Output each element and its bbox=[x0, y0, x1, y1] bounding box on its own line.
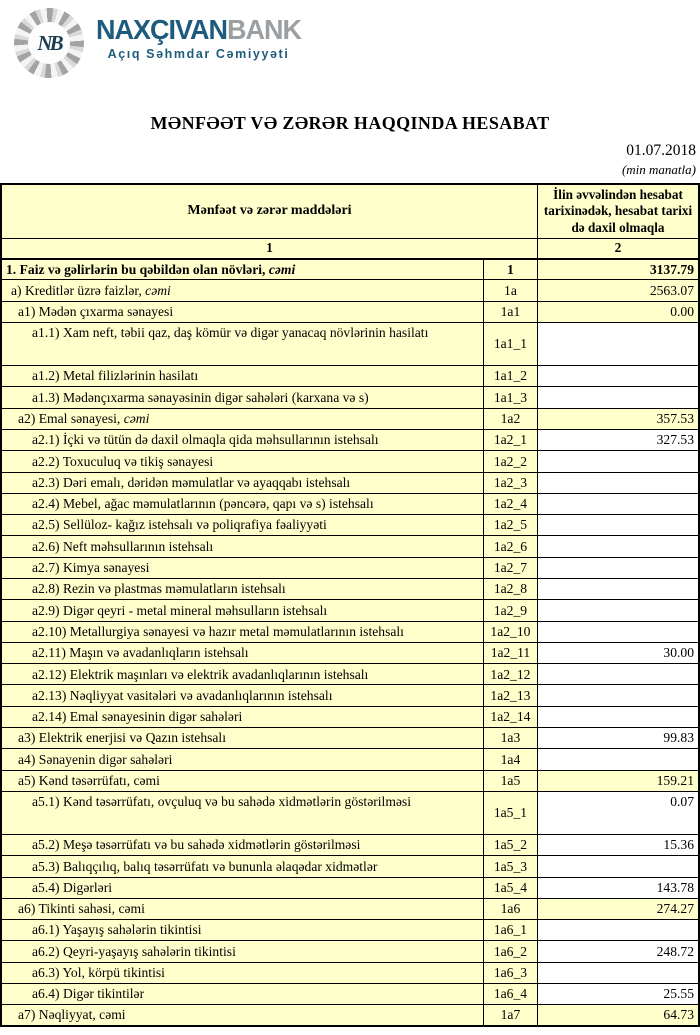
row-value-cell: 99.83 bbox=[538, 728, 699, 749]
row-value-cell bbox=[538, 856, 699, 877]
row-label: a5.2) Meşə təsərrüfatı və bu sahədə xidmətlərin göstərilməsi bbox=[32, 837, 361, 853]
report-meta bbox=[0, 142, 700, 178]
row-label: a2.7) Kimya sənayesi bbox=[32, 560, 150, 576]
row-value-cell bbox=[538, 664, 699, 685]
row-value-cell: 15.36 bbox=[538, 834, 699, 855]
row-value-cell bbox=[538, 685, 699, 706]
unit-note: (min manatla) bbox=[621, 162, 696, 178]
row-value-cell: 25.55 bbox=[538, 984, 699, 1005]
row-code-cell: 1a bbox=[483, 280, 537, 301]
row-label-cell bbox=[1, 941, 483, 962]
row-value-cell bbox=[538, 962, 699, 983]
row-label-cell bbox=[1, 877, 483, 898]
table-row bbox=[1, 685, 699, 706]
row-label: a2.6) Neft məhsullarının istehsalı bbox=[32, 538, 214, 554]
row-label-cell bbox=[1, 301, 483, 322]
row-value-cell bbox=[538, 706, 699, 727]
row-code-cell: 1a2_9 bbox=[483, 600, 537, 621]
table-row bbox=[1, 323, 699, 366]
row-label-cell bbox=[1, 621, 483, 642]
row-label: a1) Mədən çıxarma sənayesi bbox=[18, 304, 174, 320]
row-code-cell: 1a5_2 bbox=[483, 834, 537, 855]
row-label-cell bbox=[1, 962, 483, 983]
row-label: a2.1) İçki və tütün də daxil olmaqla qida məhsullarının istehsalı bbox=[32, 432, 379, 448]
row-code-cell: 1a1_1 bbox=[483, 323, 537, 366]
row-value-cell: 159.21 bbox=[538, 770, 699, 791]
row-value-cell bbox=[538, 536, 699, 557]
row-label-cell bbox=[1, 600, 483, 621]
report-date: 01.07.2018 bbox=[626, 142, 696, 159]
row-label: 1. Faiz və gəlirlərin bu qəbildən olan növləri, cəmi bbox=[6, 261, 296, 277]
row-label: a6.2) Qeyri-yaşayış sahələrin tikintisi bbox=[32, 943, 236, 959]
row-label-cell bbox=[1, 642, 483, 663]
row-code-cell: 1a2_11 bbox=[483, 642, 537, 663]
row-code-cell: 1a2 bbox=[483, 408, 537, 429]
row-value-cell bbox=[538, 749, 699, 770]
row-label: a2.12) Elektrik maşınları və elektrik avadanlıqlarının istehsalı bbox=[32, 666, 369, 682]
report-table-body bbox=[1, 259, 699, 1027]
row-label-cell bbox=[1, 664, 483, 685]
row-value-cell bbox=[538, 515, 699, 536]
table-row bbox=[1, 962, 699, 983]
badge-inner-circle bbox=[28, 22, 70, 64]
bank-name-secondary: BANK bbox=[227, 14, 302, 46]
row-label-cell bbox=[1, 451, 483, 472]
row-label-cell bbox=[1, 791, 483, 834]
row-value-cell: 2563.07 bbox=[538, 280, 699, 301]
value-column-number: 2 bbox=[538, 239, 699, 259]
row-label: a6.3) Yol, körpü tikintisi bbox=[32, 965, 165, 981]
table-row bbox=[1, 366, 699, 387]
row-label: a2.14) Emal sənayesinin digər sahələri bbox=[32, 709, 243, 725]
row-label-cell bbox=[1, 579, 483, 600]
items-column-number: 1 bbox=[1, 239, 538, 259]
table-row bbox=[1, 259, 699, 280]
table-row bbox=[1, 621, 699, 642]
row-value-cell: 0.07 bbox=[538, 791, 699, 834]
row-code-cell: 1a1_3 bbox=[483, 387, 537, 408]
table-row bbox=[1, 515, 699, 536]
table-row bbox=[1, 429, 699, 450]
row-label: a3) Elektrik enerjisi və Qazın istehsalı bbox=[18, 730, 226, 746]
row-label: a2.13) Nəqliyyat vasitələri və avadanlıqlarının istehsalı bbox=[32, 687, 333, 703]
table-row bbox=[1, 920, 699, 941]
table-row bbox=[1, 664, 699, 685]
bank-tagline: Açıq Səhmdar Cəmiyyəti bbox=[107, 47, 290, 61]
row-code-cell: 1a1_2 bbox=[483, 366, 537, 387]
row-label-cell bbox=[1, 728, 483, 749]
items-column-header: Mənfəət və zərər maddələri bbox=[1, 184, 538, 239]
row-code-cell: 1a7 bbox=[483, 1005, 537, 1026]
table-row bbox=[1, 856, 699, 877]
row-code-cell: 1a4 bbox=[483, 749, 537, 770]
row-code-cell: 1a2_7 bbox=[483, 557, 537, 578]
row-label: a6.4) Digər tikintilər bbox=[32, 986, 145, 1002]
table-row bbox=[1, 877, 699, 898]
bank-name bbox=[96, 14, 302, 46]
row-value-cell: 248.72 bbox=[538, 941, 699, 962]
table-row bbox=[1, 493, 699, 514]
row-code-cell: 1a5 bbox=[483, 770, 537, 791]
row-value-cell bbox=[538, 557, 699, 578]
row-code-cell: 1a2_10 bbox=[483, 621, 537, 642]
row-label-cell bbox=[1, 557, 483, 578]
bank-wordmark bbox=[96, 14, 302, 61]
row-label-cell bbox=[1, 749, 483, 770]
table-row bbox=[1, 600, 699, 621]
row-value-cell bbox=[538, 621, 699, 642]
row-label-cell bbox=[1, 770, 483, 791]
table-header-row bbox=[1, 184, 699, 239]
row-value-cell bbox=[538, 472, 699, 493]
bank-logo bbox=[14, 8, 700, 80]
row-label: a2.9) Digər qeyri - metal mineral məhsulların istehsalı bbox=[32, 602, 328, 618]
row-code-cell: 1a2_2 bbox=[483, 451, 537, 472]
row-code-cell: 1a6_3 bbox=[483, 962, 537, 983]
table-row bbox=[1, 941, 699, 962]
row-label: a4) Sənayenin digər sahələri bbox=[18, 751, 173, 767]
row-label-cell bbox=[1, 429, 483, 450]
table-row bbox=[1, 387, 699, 408]
row-label-cell bbox=[1, 685, 483, 706]
row-code-cell: 1a6 bbox=[483, 898, 537, 919]
table-row bbox=[1, 536, 699, 557]
row-value-cell bbox=[538, 366, 699, 387]
report-page bbox=[0, 8, 700, 1027]
table-row bbox=[1, 579, 699, 600]
row-label-cell bbox=[1, 1005, 483, 1026]
table-row bbox=[1, 770, 699, 791]
row-label: a5.4) Digərləri bbox=[32, 879, 113, 895]
row-label: a) Kreditlər üzrə faizlər, cəmi bbox=[11, 282, 171, 298]
row-code-cell: 1a6_4 bbox=[483, 984, 537, 1005]
row-label: a2) Emal sənayesi, cəmi bbox=[18, 410, 150, 426]
report-title: MƏNFƏƏT VƏ ZƏRƏR HAQQINDA HESABAT bbox=[150, 113, 550, 133]
table-row bbox=[1, 557, 699, 578]
row-value-cell: 0.00 bbox=[538, 301, 699, 322]
row-label: a2.4) Mebel, ağac məmulatlarının (pəncərə, qapı və s) istehsalı bbox=[32, 496, 374, 512]
row-code-cell: 1 bbox=[483, 259, 537, 280]
table-row bbox=[1, 791, 699, 834]
row-label: a1.1) Xam neft, təbii qaz, daş kömür və digər yanacaq növlərinin hasilatı bbox=[32, 325, 429, 341]
row-label-cell bbox=[1, 408, 483, 429]
row-code-cell: 1a2_5 bbox=[483, 515, 537, 536]
row-label-cell bbox=[1, 920, 483, 941]
row-value-cell bbox=[538, 579, 699, 600]
row-label-cell bbox=[1, 536, 483, 557]
row-label-cell bbox=[1, 706, 483, 727]
value-column-header: İlin əvvəlindən hesabat tarixinədək, hesabat tarixi də daxil olmaqla bbox=[538, 184, 699, 239]
bank-gear-logo-icon bbox=[14, 8, 84, 78]
row-label: a5.1) Kənd təsərrüfatı, ovçuluq və bu sahədə xidmətlərin göstərilməsi bbox=[32, 793, 411, 809]
row-label-cell bbox=[1, 515, 483, 536]
row-code-cell: 1a5_3 bbox=[483, 856, 537, 877]
row-value-cell bbox=[538, 493, 699, 514]
table-row bbox=[1, 834, 699, 855]
row-label: a7) Nəqliyyat, cəmi bbox=[18, 1007, 126, 1023]
table-row bbox=[1, 472, 699, 493]
row-value-cell: 274.27 bbox=[538, 898, 699, 919]
row-value-cell: 30.00 bbox=[538, 642, 699, 663]
row-code-cell: 1a2_1 bbox=[483, 429, 537, 450]
row-label-cell bbox=[1, 259, 483, 280]
row-label: a1.2) Metal filizlərinin hasilatı bbox=[32, 368, 199, 384]
table-row bbox=[1, 728, 699, 749]
row-label-cell bbox=[1, 387, 483, 408]
row-value-cell: 64.73 bbox=[538, 1005, 699, 1026]
table-row bbox=[1, 408, 699, 429]
row-code-cell: 1a2_13 bbox=[483, 685, 537, 706]
row-code-cell: 1a2_8 bbox=[483, 579, 537, 600]
table-row bbox=[1, 749, 699, 770]
row-label-cell bbox=[1, 472, 483, 493]
row-code-cell: 1a5_1 bbox=[483, 791, 537, 834]
table-row bbox=[1, 984, 699, 1005]
table-row bbox=[1, 301, 699, 322]
row-label-cell bbox=[1, 856, 483, 877]
row-label: a2.10) Metallurgiya sənayesi və hazır metal məmulatlarının istehsalı bbox=[32, 623, 404, 639]
row-label: a5.3) Balıqçılıq, balıq təsərrüfatı və bununla əlaqədar xidmətlər bbox=[32, 858, 378, 874]
row-code-cell: 1a2_4 bbox=[483, 493, 537, 514]
row-value-cell bbox=[538, 323, 699, 366]
row-label: a6.1) Yaşayış sahələrin tikintisi bbox=[32, 922, 202, 938]
row-label-cell bbox=[1, 493, 483, 514]
row-code-cell: 1a2_14 bbox=[483, 706, 537, 727]
row-label: a5) Kənd təsərrüfatı, cəmi bbox=[18, 773, 160, 788]
row-label: a2.11) Maşın və avadanlıqların istehsalı bbox=[32, 645, 249, 661]
row-label: a2.8) Rezin və plastmas məmulatların istehsalı bbox=[32, 581, 286, 597]
row-code-cell: 1a2_3 bbox=[483, 472, 537, 493]
row-label: a2.2) Toxuculuq və tikiş sənayesi bbox=[32, 453, 214, 469]
row-value-cell bbox=[538, 451, 699, 472]
row-label: a2.5) Sellüloz- kağız istehsalı və poliqrafiya fəaliyyəti bbox=[32, 517, 327, 533]
row-value-cell bbox=[538, 600, 699, 621]
table-row bbox=[1, 1005, 699, 1026]
row-label: a1.3) Mədənçıxarma sənayəsinin digər sahələri (karxana və s) bbox=[32, 389, 369, 405]
row-code-cell: 1a6_1 bbox=[483, 920, 537, 941]
column-number-row bbox=[1, 239, 699, 259]
row-label: a6) Tikinti sahəsi, cəmi bbox=[18, 901, 145, 917]
row-label-cell bbox=[1, 898, 483, 919]
row-value-cell: 327.53 bbox=[538, 429, 699, 450]
row-value-cell: 357.53 bbox=[538, 408, 699, 429]
row-label-cell bbox=[1, 280, 483, 301]
row-label-cell bbox=[1, 984, 483, 1005]
bank-badge-initials: NB bbox=[37, 30, 61, 55]
table-row bbox=[1, 280, 699, 301]
row-code-cell: 1a2_12 bbox=[483, 664, 537, 685]
row-value-cell bbox=[538, 920, 699, 941]
row-label: a2.3) Dəri emalı, dəridən məmulatlar və ayaqqabı istehsalı bbox=[32, 474, 351, 490]
row-code-cell: 1a5_4 bbox=[483, 877, 537, 898]
table-row bbox=[1, 898, 699, 919]
row-code-cell: 1a1 bbox=[483, 301, 537, 322]
profit-loss-table bbox=[0, 183, 700, 1028]
table-row bbox=[1, 642, 699, 663]
row-code-cell: 1a3 bbox=[483, 728, 537, 749]
table-row bbox=[1, 706, 699, 727]
row-label-cell bbox=[1, 366, 483, 387]
row-label-cell bbox=[1, 323, 483, 366]
bank-name-primary: NAXÇIVAN bbox=[96, 14, 228, 46]
row-value-cell: 3137.79 bbox=[538, 259, 699, 280]
row-value-cell: 143.78 bbox=[538, 877, 699, 898]
row-label-cell bbox=[1, 834, 483, 855]
row-code-cell: 1a6_2 bbox=[483, 941, 537, 962]
table-row bbox=[1, 451, 699, 472]
row-code-cell: 1a2_6 bbox=[483, 536, 537, 557]
row-value-cell bbox=[538, 387, 699, 408]
